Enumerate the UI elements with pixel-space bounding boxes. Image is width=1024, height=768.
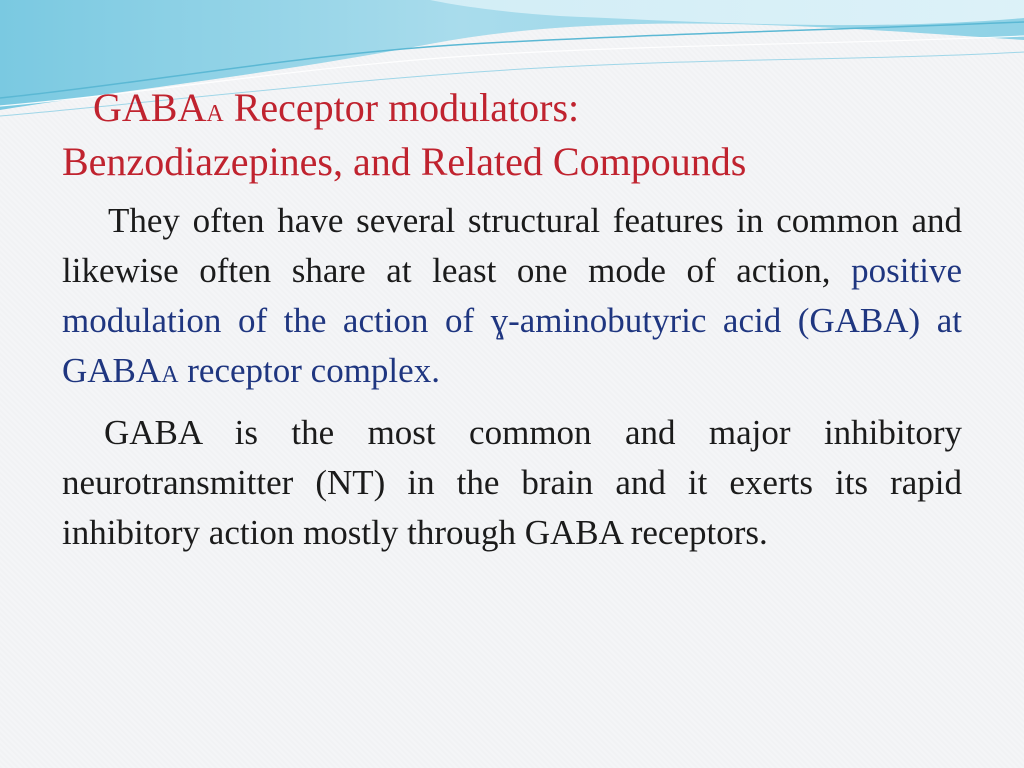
slide-body [62,196,962,558]
paragraph1-highlight: positive modulation of the action of ɣ-aminobutyric acid (GABA) at GABA [62,251,962,390]
title-line-1 [0,84,1024,138]
slide-title [0,84,1024,186]
title-receptor-modulators: Receptor modulators: [223,85,580,130]
title-gaba: GABA [93,85,207,130]
paragraph1-highlight-subscript: A [161,362,179,388]
paragraph-gaba-definition: GABA is the most common and major inhibitory neurotransmitter (NT) in the brain and it exerts its rapid inhibitory action mostly through GABA receptors. [62,413,962,552]
title-line-2: Benzodiazepines, and Related Compounds [62,139,747,184]
paragraph1-text: They often have several structural features in common and likewise often share at least one mode of action, [62,201,962,290]
paragraph-structural-features [62,196,962,400]
title-subscript: A [206,101,224,127]
paragraph1-highlight-end: receptor complex. [178,351,440,390]
